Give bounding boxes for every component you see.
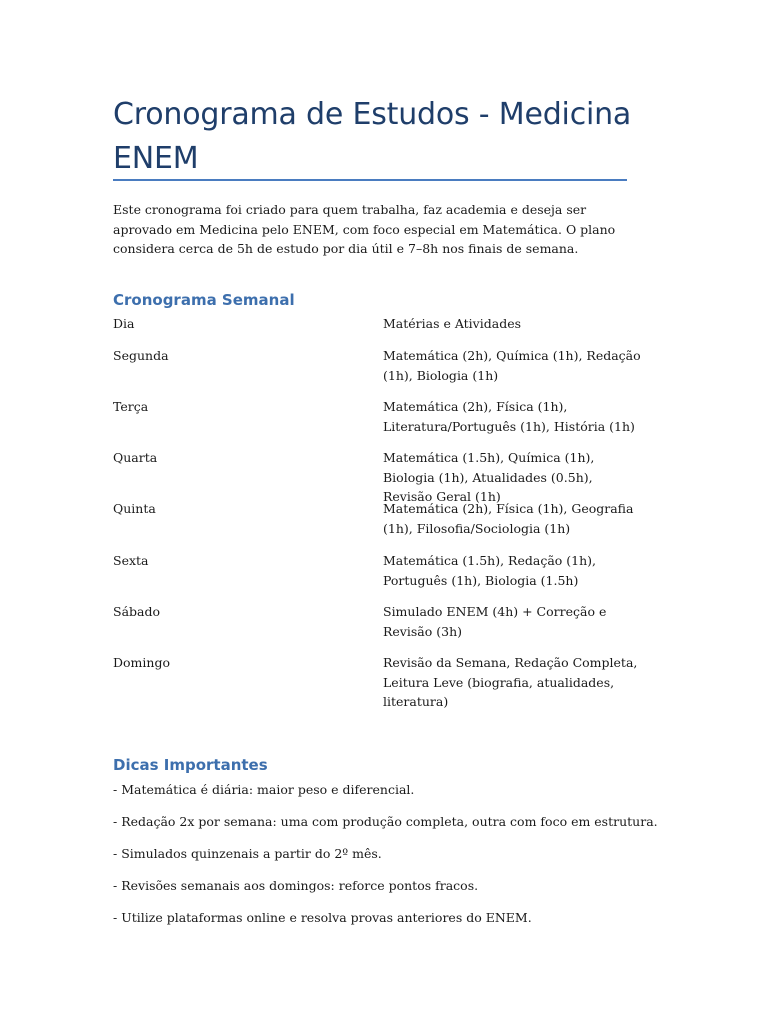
- weekly-schedule-heading: Cronograma Semanal: [113, 291, 295, 309]
- activities-cell: Revisão da Semana, Redação Completa, Leitura Leve (biografia, atualidades, literatura): [383, 655, 638, 709]
- activities-cell: Matemática (1.5h), Redação (1h), Português (1h), Biologia (1.5h): [383, 553, 597, 588]
- day-cell: Quinta: [113, 501, 156, 516]
- activities-cell: Simulado ENEM (4h) + Correção e Revisão (3h): [383, 604, 607, 639]
- activities-cell: Matemática (2h), Física (1h), Literatura/Português (1h), História (1h): [383, 399, 635, 434]
- document-title: Cronograma de Estudos - Medicina ENEM: [113, 97, 632, 176]
- day-cell: Terça: [113, 399, 149, 414]
- header-day: Dia: [113, 316, 135, 331]
- tips-heading: Dicas Importantes: [113, 756, 268, 774]
- day-cell: Sexta: [113, 553, 149, 568]
- day-cell: Quarta: [113, 450, 158, 465]
- title-underline: [113, 179, 627, 181]
- activities-cell: Matemática (2h), Química (1h), Redação (1h), Biologia (1h): [383, 348, 641, 383]
- intro-paragraph: Este cronograma foi criado para quem trabalha, faz academia e deseja ser aprovado em Medicina pelo ENEM, com foco especial em Matemática. O plano considera cerca de 5h de estudo por dia útil e 7–8h nos finais de semana.: [113, 202, 616, 256]
- day-cell: Segunda: [113, 348, 169, 363]
- day-cell: Domingo: [113, 655, 170, 670]
- list-item: - Redação 2x por semana: uma com produção completa, outra com foco em estrutura.: [113, 814, 658, 829]
- list-item: - Utilize plataformas online e resolva provas anteriores do ENEM.: [113, 910, 532, 925]
- activities-cell: Matemática (1.5h), Química (1h), Biologia (1h), Atualidades (0.5h), Revisão Geral (1h): [383, 450, 595, 504]
- header-activities: Matérias e Atividades: [383, 316, 522, 331]
- day-cell: Sábado: [113, 604, 160, 619]
- list-item: - Revisões semanais aos domingos: reforce pontos fracos.: [113, 878, 479, 893]
- list-item: - Matemática é diária: maior peso e diferencial.: [113, 782, 415, 797]
- list-item: - Simulados quinzenais a partir do 2º mês.: [113, 846, 382, 861]
- activities-cell: Matemática (2h), Física (1h), Geografia (1h), Filosofia/Sociologia (1h): [383, 501, 634, 536]
